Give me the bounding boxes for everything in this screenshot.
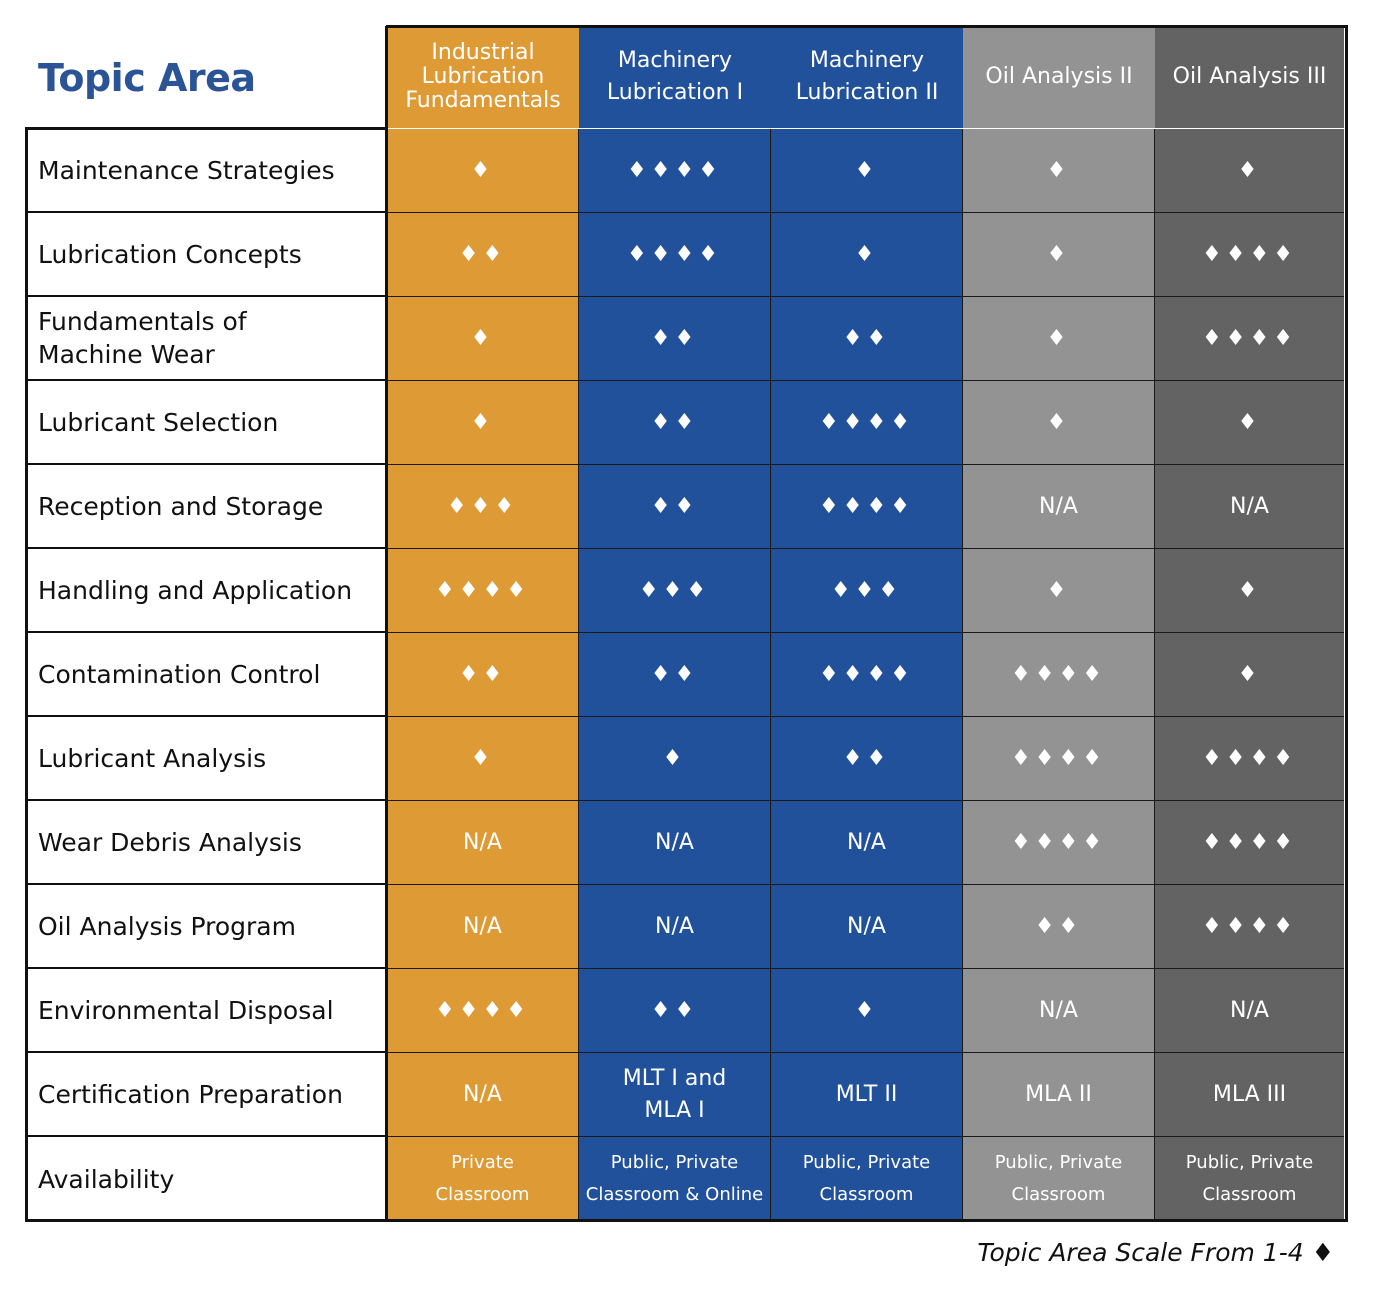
rating-diamonds: ♦ bbox=[470, 409, 495, 435]
table-border-right bbox=[1345, 26, 1348, 1222]
table-cell bbox=[579, 633, 771, 717]
column-header-line: Lubrication I bbox=[606, 80, 744, 105]
table-cell bbox=[771, 969, 963, 1053]
column-header-line: Machinery bbox=[809, 48, 925, 73]
table-cell bbox=[1155, 633, 1344, 717]
table-cell bbox=[963, 633, 1155, 717]
rating-diamonds: ♦♦♦♦ bbox=[1202, 745, 1297, 771]
cell-value: N/A bbox=[1039, 493, 1078, 519]
cell-value: Classroom bbox=[819, 1184, 914, 1205]
rating-diamonds: ♦♦♦♦ bbox=[819, 661, 914, 687]
table-cell bbox=[579, 129, 771, 213]
row-label-line: Certification Preparation bbox=[38, 1079, 343, 1109]
row-label-line: Lubricant Selection bbox=[38, 407, 279, 437]
table-cell bbox=[579, 381, 771, 465]
row-label bbox=[26, 213, 386, 297]
table-cell bbox=[1155, 381, 1344, 465]
row-label bbox=[26, 633, 386, 717]
rating-diamonds: ♦ bbox=[1237, 157, 1262, 183]
row-label-line: Reception and Storage bbox=[38, 491, 324, 521]
table-cell bbox=[1155, 213, 1344, 297]
cell-value: N/A bbox=[655, 829, 694, 855]
table-border-left bbox=[25, 128, 28, 1222]
table-cell bbox=[387, 213, 579, 297]
rating-diamonds: ♦ bbox=[854, 241, 879, 267]
table-cell bbox=[387, 1137, 579, 1221]
table-cell bbox=[963, 1053, 1155, 1137]
rating-diamonds: ♦ bbox=[1237, 577, 1262, 603]
cell-value: Public, Private bbox=[1185, 1152, 1314, 1173]
column-header-label bbox=[607, 45, 743, 109]
cell-value: Classroom bbox=[1011, 1184, 1106, 1205]
rating-diamonds: ♦ bbox=[1046, 241, 1071, 267]
column-header-label bbox=[796, 45, 939, 109]
row-label bbox=[26, 549, 386, 633]
cell-value: N/A bbox=[1230, 997, 1269, 1023]
rating-diamonds: ♦ bbox=[854, 997, 879, 1023]
table-cell bbox=[771, 717, 963, 801]
cell-value: MLA II bbox=[1025, 1081, 1092, 1107]
table-cell bbox=[579, 801, 771, 885]
cell-value: MLT I and bbox=[622, 1065, 727, 1091]
cell-value: Public, Private bbox=[610, 1152, 739, 1173]
cell-value: N/A bbox=[655, 913, 694, 939]
rating-diamonds: ♦ bbox=[1046, 325, 1071, 351]
column-header bbox=[1155, 26, 1344, 128]
rating-diamonds: ♦ bbox=[1237, 661, 1262, 687]
table-cell bbox=[963, 1137, 1155, 1221]
rating-diamonds: ♦ bbox=[854, 157, 879, 183]
table-cell bbox=[963, 801, 1155, 885]
table-cell bbox=[579, 297, 771, 381]
row-label bbox=[26, 129, 386, 213]
rating-diamonds: ♦♦♦♦ bbox=[627, 241, 722, 267]
rating-diamonds: ♦ bbox=[1237, 409, 1262, 435]
table-cell bbox=[387, 633, 579, 717]
rating-diamonds: ♦♦♦♦ bbox=[1202, 325, 1297, 351]
rating-diamonds: ♦♦♦ bbox=[830, 577, 903, 603]
table-cell bbox=[579, 885, 771, 969]
table-cell bbox=[579, 213, 771, 297]
table-cell bbox=[1155, 1137, 1344, 1221]
rating-diamonds: ♦ bbox=[470, 745, 495, 771]
column-header-label bbox=[405, 41, 560, 113]
row-label bbox=[26, 1053, 386, 1137]
row-label-line: Handling and Application bbox=[38, 575, 353, 605]
column-header-line: Machinery bbox=[617, 48, 733, 73]
row-label bbox=[26, 297, 386, 381]
cell-value: Public, Private bbox=[802, 1152, 931, 1173]
cell-value: Classroom bbox=[435, 1184, 530, 1205]
table-cell bbox=[771, 297, 963, 381]
table-cell bbox=[1155, 465, 1344, 549]
table-cell bbox=[579, 717, 771, 801]
rating-diamonds: ♦♦♦♦ bbox=[1011, 745, 1106, 771]
row-label bbox=[26, 717, 386, 801]
row-label-line: Availability bbox=[38, 1164, 175, 1194]
rating-diamonds: ♦♦♦♦ bbox=[1202, 829, 1297, 855]
column-header bbox=[387, 26, 579, 128]
column-header bbox=[771, 26, 963, 128]
table-cell bbox=[579, 969, 771, 1053]
table-cell bbox=[771, 129, 963, 213]
rating-diamonds: ♦ bbox=[1046, 577, 1071, 603]
table-cell bbox=[1155, 969, 1344, 1053]
rating-diamonds: ♦♦♦♦ bbox=[819, 409, 914, 435]
rating-diamonds: ♦ bbox=[470, 157, 495, 183]
table-cell bbox=[387, 969, 579, 1053]
row-label-line: Maintenance Strategies bbox=[38, 155, 335, 185]
page-title: Topic Area bbox=[38, 56, 256, 100]
rating-diamonds: ♦ bbox=[1046, 157, 1071, 183]
cell-value: N/A bbox=[847, 913, 886, 939]
table-cell bbox=[387, 801, 579, 885]
table-cell bbox=[963, 969, 1155, 1053]
cell-value: MLA III bbox=[1212, 1081, 1287, 1107]
cell-value: Classroom & Online bbox=[585, 1184, 764, 1205]
table-cell bbox=[963, 129, 1155, 213]
rating-diamonds: ♦♦ bbox=[1034, 913, 1083, 939]
row-label bbox=[26, 801, 386, 885]
table-cell bbox=[771, 633, 963, 717]
table-cell bbox=[579, 549, 771, 633]
row-label-line: Lubrication Concepts bbox=[38, 239, 302, 269]
table-border-label-divider bbox=[385, 26, 388, 1222]
row-label-line: Lubricant Analysis bbox=[38, 743, 267, 773]
column-header-line: Oil Analysis II bbox=[985, 64, 1133, 89]
rating-diamonds: ♦ bbox=[1046, 409, 1071, 435]
table-cell bbox=[387, 381, 579, 465]
table-cell bbox=[1155, 885, 1344, 969]
rating-diamonds: ♦♦♦♦ bbox=[1202, 241, 1297, 267]
table-cell bbox=[1155, 1053, 1344, 1137]
table-cell bbox=[387, 1053, 579, 1137]
rating-diamonds: ♦ bbox=[470, 325, 495, 351]
table-cell bbox=[387, 717, 579, 801]
table-border-bottom bbox=[25, 1219, 1348, 1222]
table-cell bbox=[579, 1053, 771, 1137]
cell-value: MLA I bbox=[644, 1097, 705, 1123]
row-label bbox=[26, 465, 386, 549]
row-label-line: Oil Analysis Program bbox=[38, 911, 296, 941]
table-cell bbox=[963, 381, 1155, 465]
rating-diamonds: ♦♦♦♦ bbox=[1011, 661, 1106, 687]
row-label-line: Environmental Disposal bbox=[38, 995, 334, 1025]
rating-diamonds: ♦♦♦♦ bbox=[1011, 829, 1106, 855]
column-header-line: Oil Analysis III bbox=[1172, 64, 1327, 89]
table-cell bbox=[963, 465, 1155, 549]
table-cell bbox=[771, 549, 963, 633]
table-cell bbox=[579, 1137, 771, 1221]
table-cell bbox=[387, 297, 579, 381]
table-cell bbox=[963, 213, 1155, 297]
column-header bbox=[579, 26, 771, 128]
cell-value: N/A bbox=[463, 913, 502, 939]
table-cell bbox=[1155, 549, 1344, 633]
cell-value: MLT II bbox=[835, 1081, 898, 1107]
rating-diamonds: ♦♦ bbox=[650, 493, 699, 519]
scale-note: Topic Area Scale From 1-4 ♦ bbox=[977, 1238, 1334, 1267]
table-cell bbox=[963, 549, 1155, 633]
rating-diamonds: ♦♦ bbox=[650, 661, 699, 687]
table-cell bbox=[1155, 129, 1344, 213]
rating-diamonds: ♦♦ bbox=[842, 325, 891, 351]
rating-diamonds: ♦♦♦♦ bbox=[435, 577, 530, 603]
row-label bbox=[26, 969, 386, 1053]
table-cell bbox=[771, 465, 963, 549]
table-cell bbox=[963, 885, 1155, 969]
cell-value: N/A bbox=[1230, 493, 1269, 519]
table-border-top bbox=[386, 25, 1348, 28]
table-cell bbox=[579, 465, 771, 549]
table-cell bbox=[771, 885, 963, 969]
cell-value: N/A bbox=[1039, 997, 1078, 1023]
column-header-label bbox=[985, 61, 1132, 93]
rating-diamonds: ♦♦ bbox=[458, 661, 507, 687]
cell-value: Classroom bbox=[1202, 1184, 1297, 1205]
table-cell bbox=[771, 801, 963, 885]
column-header-label bbox=[1173, 61, 1327, 93]
cell-value: Private bbox=[451, 1152, 514, 1173]
table-cell bbox=[1155, 717, 1344, 801]
rating-diamonds: ♦♦♦♦ bbox=[435, 997, 530, 1023]
table-cell bbox=[1155, 297, 1344, 381]
rating-diamonds: ♦ bbox=[662, 745, 687, 771]
rating-diamonds: ♦♦♦♦ bbox=[627, 157, 722, 183]
rating-diamonds: ♦♦♦♦ bbox=[1202, 913, 1297, 939]
table-cell bbox=[387, 885, 579, 969]
column-header-line: Fundamentals bbox=[405, 88, 561, 113]
table-cell bbox=[771, 213, 963, 297]
row-label-line: Wear Debris Analysis bbox=[38, 827, 302, 857]
rating-diamonds: ♦♦♦ bbox=[446, 493, 519, 519]
cell-value: N/A bbox=[847, 829, 886, 855]
rating-diamonds: ♦♦ bbox=[842, 745, 891, 771]
row-label bbox=[26, 381, 386, 465]
table-cell bbox=[771, 381, 963, 465]
row-label bbox=[26, 1137, 386, 1221]
cell-value: N/A bbox=[463, 829, 502, 855]
rating-diamonds: ♦♦ bbox=[650, 325, 699, 351]
rating-diamonds: ♦♦ bbox=[458, 241, 507, 267]
table-cell bbox=[771, 1053, 963, 1137]
rating-diamonds: ♦♦ bbox=[650, 409, 699, 435]
column-header bbox=[963, 26, 1155, 128]
row-label-line: Contamination Control bbox=[38, 659, 321, 689]
table-cell bbox=[963, 717, 1155, 801]
column-header-line: Lubrication bbox=[421, 64, 545, 89]
row-label-line: Fundamentals of bbox=[38, 307, 247, 336]
cell-value: Public, Private bbox=[994, 1152, 1123, 1173]
table-cell bbox=[387, 465, 579, 549]
table-cell bbox=[963, 297, 1155, 381]
rating-diamonds: ♦♦♦ bbox=[638, 577, 711, 603]
table-cell bbox=[387, 549, 579, 633]
row-label-line: Machine Wear bbox=[38, 340, 215, 369]
table-cell bbox=[771, 1137, 963, 1221]
table-border-header-bottom bbox=[25, 127, 387, 130]
table-cell bbox=[387, 129, 579, 213]
cell-value: N/A bbox=[463, 1081, 502, 1107]
table-cell bbox=[1155, 801, 1344, 885]
column-header-line: Lubrication II bbox=[795, 80, 939, 105]
row-label bbox=[26, 885, 386, 969]
rating-diamonds: ♦♦ bbox=[650, 997, 699, 1023]
rating-diamonds: ♦♦♦♦ bbox=[819, 493, 914, 519]
column-header-line: Industrial bbox=[431, 40, 535, 65]
